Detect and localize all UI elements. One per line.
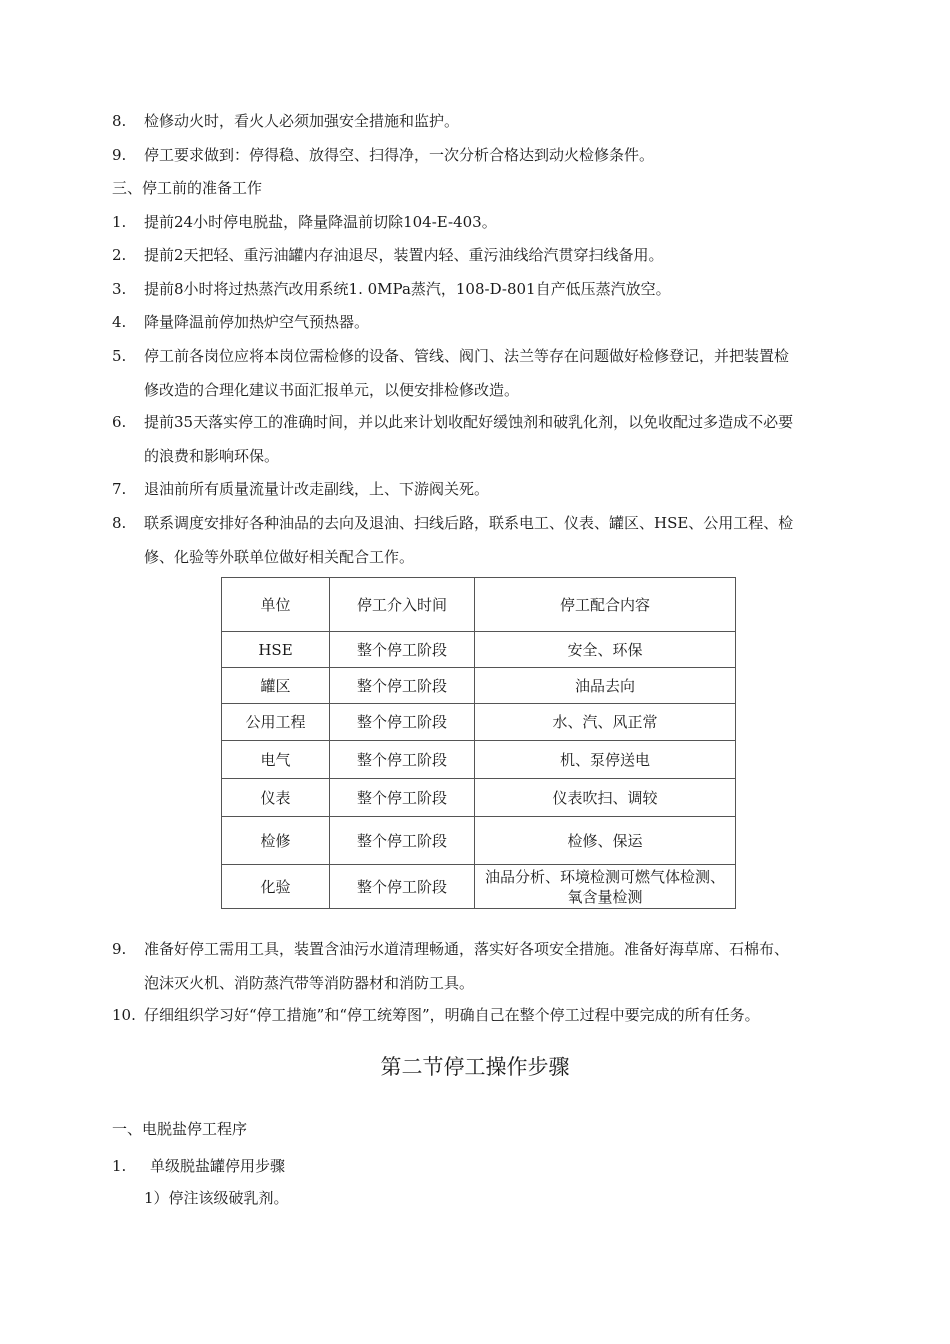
list-item: [112, 138, 847, 172]
item-text-line2: 的浪费和影响环保。: [144, 447, 280, 465]
list-item: [112, 472, 847, 506]
item-number: 7.: [112, 480, 127, 498]
item-text: 降量降温前停加热炉空气预热器。: [144, 313, 370, 331]
cell-unit: HSE: [222, 632, 330, 668]
cell-time: 整个停工阶段: [330, 741, 475, 779]
item-text: 仔细组织学习好“停工措施”和“停工统筹图”，明确自己在整个停工过程中要完成的所有任务。: [144, 1006, 760, 1024]
cell-time: 整个停工阶段: [330, 817, 475, 865]
section-heading: 三、停工前的准备工作: [112, 179, 263, 197]
item-number: 5.: [112, 347, 127, 365]
item-text: 停工要求做到：停得稳、放得空、扫得净，一次分析合格达到动火检修条件。: [144, 146, 655, 164]
list-item: [112, 339, 847, 407]
cell-unit: 检修: [222, 817, 330, 865]
list-item: [112, 205, 847, 239]
item-number: 8.: [112, 514, 127, 532]
table-row: [222, 704, 736, 741]
list-item: [112, 238, 847, 272]
cell-time: 整个停工阶段: [330, 865, 475, 909]
item-text: 退油前所有质量流量计改走副线，上、下游阀关死。: [144, 480, 490, 498]
table-row: [222, 865, 736, 909]
cell-content-line1: 油品分析、环境检测可燃气体检测、: [484, 867, 725, 886]
cell-time: 整个停工阶段: [330, 779, 475, 817]
table-row: [222, 779, 736, 817]
column-header-time: 停工介入时间: [330, 578, 475, 632]
cell-time: 整个停工阶段: [330, 632, 475, 668]
table-row: [222, 668, 736, 704]
item-text-line1: 停工前各岗位应将本岗位需检修的设备、管线、阀门、法兰等存在问题做好检修登记，并把装置检: [144, 347, 790, 365]
cell-content: 油品去向: [475, 668, 736, 704]
cell-unit: 仪表: [222, 779, 330, 817]
item-number: 2.: [112, 246, 127, 264]
column-header-content: 停工配合内容: [475, 578, 736, 632]
cell-content-line2: 氧含量检测: [567, 887, 643, 906]
cell-content: 水、汽、风正常: [475, 704, 736, 741]
item-text-line2: 修、化验等外联单位做好相关配合工作。: [144, 548, 415, 566]
item-text-line2: 修改造的合理化建议书面汇报单元，以便安排检修改造。: [144, 381, 520, 399]
table-row: [222, 632, 736, 668]
table-header-row: [222, 578, 736, 632]
item-number: 6.: [112, 413, 127, 431]
cell-content: [475, 865, 736, 909]
table-row: [222, 817, 736, 865]
cell-unit: 电气: [222, 741, 330, 779]
list-item: [112, 506, 847, 574]
list-item: [112, 998, 847, 1032]
item-number: 3.: [112, 280, 127, 298]
item-number: 9.: [112, 940, 127, 958]
item-text: 提前24小时停电脱盐，降量降温前切除104-E-403。: [144, 213, 497, 231]
cell-time: 整个停工阶段: [330, 668, 475, 704]
list-item: [112, 104, 847, 138]
item-text: 提前8小时将过热蒸汽改用系统1. 0MPa蒸汽，108-D-801自产低压蒸汽放空。: [144, 280, 671, 298]
item-number: 10.: [112, 1006, 136, 1024]
cell-content: 检修、保运: [475, 817, 736, 865]
item-number: 8.: [112, 112, 127, 130]
item-number: 1.: [112, 213, 127, 231]
list-item: [112, 272, 847, 306]
cell-time: 整个停工阶段: [330, 704, 475, 741]
table-row: [222, 741, 736, 779]
item-text: 提前2天把轻、重污油罐内存油退尽，装置内轻、重污油线给汽贯穿扫线备用。: [144, 246, 664, 264]
item-number: 9.: [112, 146, 127, 164]
section-title: 第二节停工操作步骤: [380, 1055, 570, 1079]
step-number: 1.: [112, 1157, 127, 1175]
subsection-heading: 一、电脱盐停工程序: [112, 1120, 248, 1138]
item-text-line2: 泡沫灭火机、消防蒸汽带等消防器材和消防工具。: [144, 974, 475, 992]
cell-content: 安全、环保: [475, 632, 736, 668]
coordination-table: [221, 577, 736, 909]
cell-unit: 公用工程: [222, 704, 330, 741]
cell-content: 仪表吹扫、调较: [475, 779, 736, 817]
item-text-line1: 准备好停工需用工具，装置含油污水道清理畅通，落实好各项安全措施。准备好海草席、石棉布、: [144, 940, 790, 958]
sub-step: 1）停注该级破乳剂。: [144, 1189, 289, 1207]
cell-unit: 化验: [222, 865, 330, 909]
step-item: [112, 1149, 847, 1183]
item-text-line1: 联系调度安排好各种油品的去向及退油、扫线后路，联系电工、仪表、罐区、HSE、公用工程、检: [144, 514, 794, 532]
list-item: [112, 932, 847, 1000]
column-header-unit: 单位: [222, 578, 330, 632]
item-number: 4.: [112, 313, 127, 331]
list-item: [112, 305, 847, 339]
list-item: [112, 405, 847, 473]
step-text: 单级脱盐罐停用步骤: [150, 1157, 286, 1175]
cell-content: 机、泵停送电: [475, 741, 736, 779]
item-text-line1: 提前35天落实停工的准确时间，并以此来计划收配好缓蚀剂和破乳化剂，以免收配过多造成不必要: [144, 413, 794, 431]
item-text: 检修动火时，看火人必须加强安全措施和监护。: [144, 112, 460, 130]
cell-unit: 罐区: [222, 668, 330, 704]
